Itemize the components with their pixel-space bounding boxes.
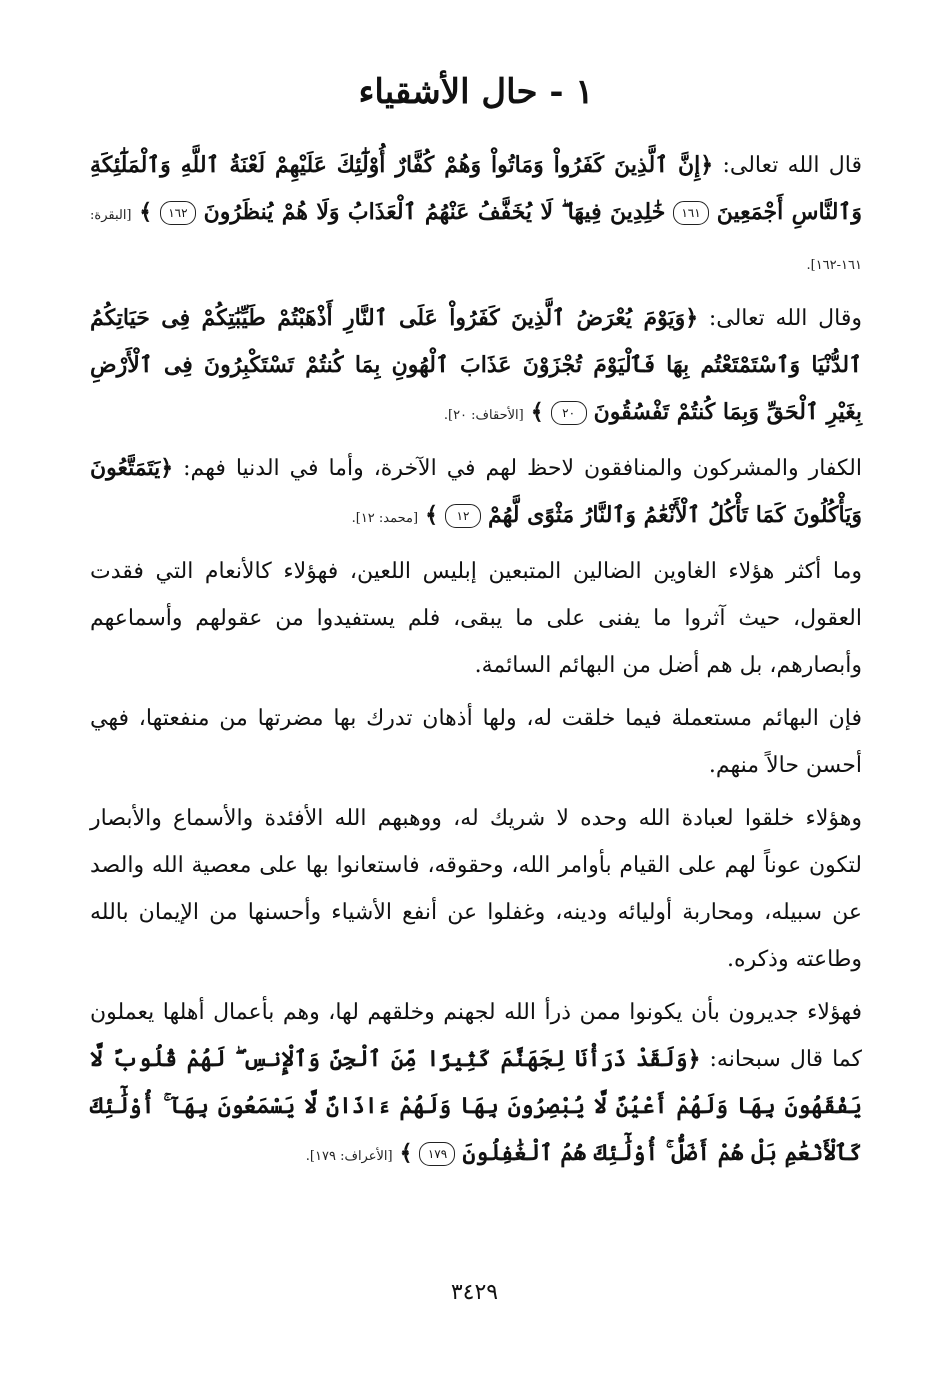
verse-reference: [محمد: ١٢].	[351, 511, 419, 526]
paragraph-1	[90, 142, 862, 289]
ayah-number: ١٢	[445, 504, 481, 528]
verse-reference: [الأعراف: ١٧٩].	[305, 1149, 393, 1164]
paragraph-5: فإن البهائم مستعملة فيما خلقت له، ولها أذهان تدرك بها مضرتها من منفعتها، فهي أحسن حالاً منهم.	[90, 706, 862, 778]
quran-verse: ﴿وَيَوْمَ يُعْرَضُ ٱلَّذِينَ كَفَرُواْ عَلَى ٱلنَّارِ أَذْهَبْتُمْ طَيِّبَٰتِكُمْ فِى حَيَاتِكُمُ ٱلدُّنْيَا وَٱسْتَمْتَعْتُم بِهَا فَٱلْيَوْمَ تُجْزَوْنَ عَذَابَ ٱلْهُونِ بِمَا كُنتُمْ تَسْتَكْبِرُونَ فِى ٱلْأَرْضِ بِغَيْرِ ٱلْحَقِّ وَبِمَا كُنتُمْ تَفْسُقُونَ	[90, 305, 862, 425]
paragraph-4: وما أكثر هؤلاء الغاوين الضالين المتبعين إبليس اللعين، فهؤلاء كالأنعام التي فقدت العقول، حيث آثروا ما يفنى على ما يبقى، فلم يستفيدوا من عقولهم وأسماعهم وأبصارهم، بل هم أضل من البهائم السائمة.	[90, 559, 862, 678]
paragraph-7	[90, 989, 862, 1180]
paragraph-intro: قال الله تعالى:	[722, 153, 862, 178]
verse-close: ﴾	[425, 502, 438, 528]
quran-verse: ﴿يَتَمَتَّعُونَ وَيَأْكُلُونَ كَمَا تَأْكُلُ ٱلْأَنْعَٰمُ وَٱلنَّارُ مَثْوًى لَّهُمْ	[90, 455, 862, 528]
page-title: ١ - حال الأشقياء	[358, 72, 594, 112]
ayah-number: ١٦١	[673, 201, 709, 225]
verse-reference: [البقرة: ١٦١-١٦٢].	[90, 208, 862, 273]
paragraph-intro: وقال الله تعالى:	[708, 306, 862, 331]
ayah-number: ٢٠	[551, 401, 587, 425]
page-number: ٣٤٢٩	[450, 1280, 499, 1305]
paragraph-3	[90, 445, 862, 542]
verse-close: ﴾	[530, 399, 544, 425]
ayah-number: ١٦٢	[160, 201, 196, 225]
paragraph-intro: فهؤلاء جديرون بأن يكونوا ممن ذرأ الله لجهنم وخلقهم لها، وهم بأعمال أهلها يعملون كما قال سبحانه:	[90, 1000, 862, 1072]
verse-reference: [الأحقاف: ٢٠].	[443, 408, 524, 423]
verse-close: ﴾	[399, 1140, 413, 1166]
page-body	[90, 62, 862, 1186]
quran-verse: ﴿وَلَقَدْ ذَرَأْنَا لِجَهَنَّمَ كَثِيرًا مِّنَ ٱلْجِنِّ وَٱلْإِنسِ ۖ لَهُمْ قُلُوبٌ لَّا يَفْقَهُونَ بِهَا وَلَهُمْ أَعْيُنٌ لَّا يُبْصِرُونَ بِهَا وَلَهُمْ ءَاذَانٌ لَّا يَسْمَعُونَ بِهَآ ۚ أُوْلَٰٓئِكَ كَٱلْأَنْعَٰمِ بَلْ هُمْ أَضَلُّ ۚ أُوْلَٰٓئِكَ هُمُ ٱلْغَٰفِلُونَ	[90, 1046, 862, 1166]
paragraph-6: وهؤلاء خلقوا لعبادة الله وحده لا شريك له، ووهبهم الله الأفئدة والأسماع والأبصار لتكون عوناً لهم على القيام بأوامر الله، وحقوقه، فاستعانوا بها على معصية الله والصد عن سبيله، ومحاربة أوليائه ودينه، وغفلوا عن أنفع الأشياء وأحسنها من الإيمان بالله وطاعته وذكره.	[90, 806, 862, 972]
quran-verse: خَٰلِدِينَ فِيهَا ۖ لَا يُخَفَّفُ عَنْهُمُ ٱلْعَذَابُ وَلَا هُمْ يُنظَرُونَ	[203, 199, 666, 225]
paragraph-intro: الكفار والمشركون والمنافقون لاحظ لهم في الآخرة، وأما في الدنيا فهم:	[183, 456, 862, 481]
ayah-number: ١٧٩	[419, 1142, 455, 1166]
verse-close: ﴾	[139, 199, 153, 225]
quran-verse: ﴿إِنَّ ٱلَّذِينَ كَفَرُواْ وَمَاتُواْ وَهُمْ كُفَّارٌ أُوْلَٰٓئِكَ عَلَيْهِمْ لَعْنَةُ ٱللَّهِ وَٱلْمَلَٰٓئِكَةِ وَٱلنَّاسِ أَجْمَعِينَ	[90, 152, 862, 225]
paragraph-2	[90, 295, 862, 439]
